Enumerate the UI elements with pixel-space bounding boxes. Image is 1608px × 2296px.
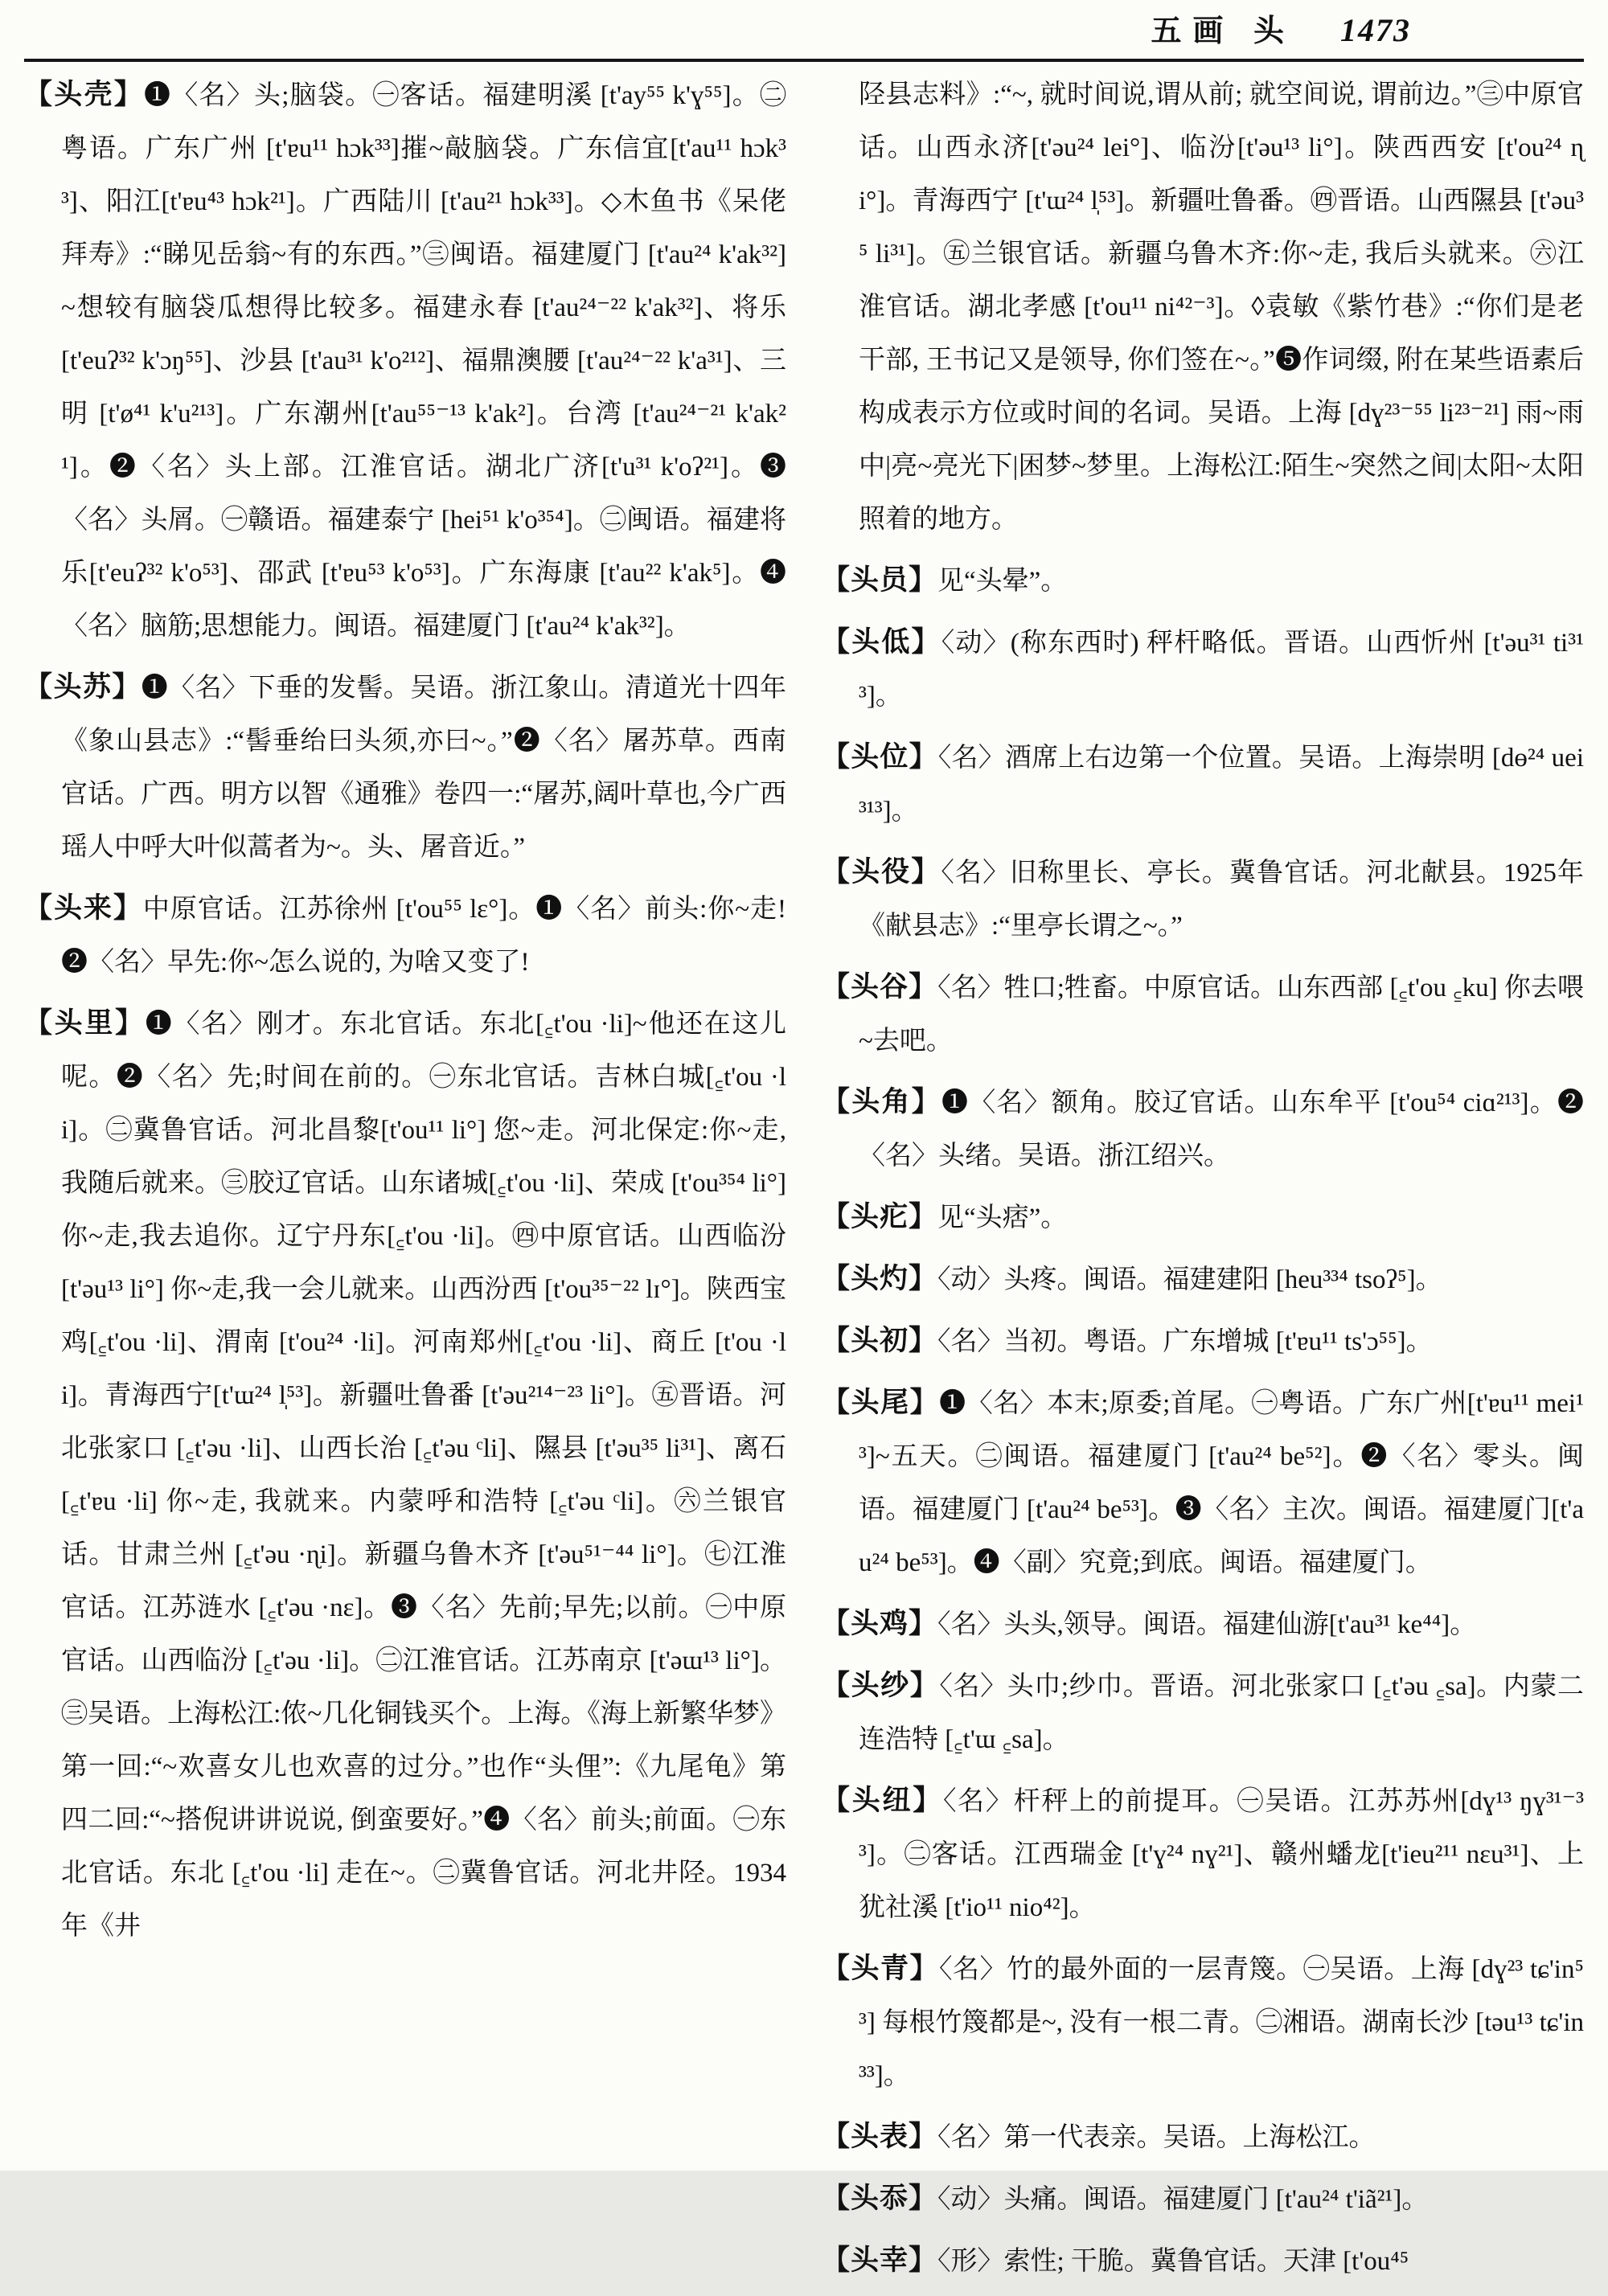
- entry-body: 〈名〉第一代表亲。吴语。上海松江。: [937, 2122, 1376, 2152]
- entry-headword: 【头角】: [822, 1085, 941, 1117]
- entry-body: 〈名〉当初。粤语。广东增城 [t'ɐu¹¹ ts'ɔ⁵⁵]。: [937, 1326, 1433, 1356]
- entry-body: ❶〈名〉本末;原委;首尾。㊀粤语。广东广州[t'ɐu¹¹ mei¹³]~五天。㊁闽语。福建厦门 [t'au²⁴ be⁵²]。❷〈名〉零头。闽语。福建厦门 [t'au²⁴ be⁵³]。❸〈名〉主次。闽语。福建厦门[t'au²⁴ be⁵³]。❹〈副〉究竟;到底。闽语。福建厦门。: [859, 1388, 1584, 1577]
- entry-body: ❶〈名〉刚才。东北官话。东北[꜁t'ou ·li]~他还在这儿呢。❷〈名〉先;时间在前的。㊀东北官话。吉林白城[꜁t'ou ·li]。㊁冀鲁官话。河北昌黎[t'ou¹¹ li°] 您~走。河北保定:你~走,我随后就来。㊂胶辽官话。山东诸城[꜁t'ou ·li]、荣成 [t'ou³⁵⁴ li°] 你~走,我去追你。辽宁丹东[꜁t'ou ·li]。㊃中原官话。山西临汾 [t'əu¹³ li°] 你~走,我一会儿就来。山西汾西 [t'ou³⁵⁻²² lɪ°]。陕西宝鸡[꜁t'ou ·li]、渭南 [t'ou²⁴ ·li]。河南郑州[꜁t'ou ·li]、商丘 [t'ou ·li]。青海西宁[t'ɯ²⁴ l̩⁵³]。新疆吐鲁番 [t'əu²¹⁴⁻²³ li°]。㊄晋语。河北张家口 [꜁t'əu ·li]、山西长治 [꜁t'əu ᶜli]、隰县 [t'əu³⁵ li³¹]、离石 [꜁t'ɐu ·li] 你~走, 我就来。内蒙呼和浩特 [꜁t'əu ᶜli]。㊅兰银官话。甘肃兰州 [꜁t'əu ·ɳi]。新疆乌鲁木齐 [t'əu⁵¹⁻⁴⁴ li°]。㊆江淮官话。江苏涟水 [꜁t'əu ·nɛ]。❸〈名〉先前;早先;以前。㊀中原官话。山西临汾 [꜁t'əu ·li]。㊁江淮官话。江苏南京 [t'əɯ¹³ li°]。㊂吴语。上海松江:侬~几化铜钱买个。上海。《海上新繁华梦》第一回:“~欢喜女儿也欢喜的过分。”也作“头俚”:《九尾龟》第四二回:“~搭倪讲讲说说, 倒蛮要好。”❹〈名〉前头;前面。㊀东北官话。东北 [꜁t'ou ·li] 走在~。㊁冀鲁官话。河北井陉。1934年《井: [61, 1009, 786, 1941]
- entry-headword: 【头初】: [822, 1324, 938, 1356]
- entry-body: ❶〈名〉头;脑袋。㊀客话。福建明溪 [t'ay⁵⁵ k'ɣ⁵⁵]。㊁粤语。广东广州 [t'ɐu¹¹ hɔk³³]摧~敲脑袋。广东信宜[t'au¹¹ hɔk³³]、阳江[t'ɐu⁴³ hɔk²¹]。广西陆川 [t'au²¹ hɔk³³]。◇木鱼书《呆佬拜寿》:“睇见岳翁~有的东西。”㊂闽语。福建厦门 [t'au²⁴ k'ak³²] ~想较有脑袋瓜想得比较多。福建永春 [t'au²⁴⁻²² k'ak³²]、将乐 [t'euʔ³² k'ɔŋ⁵⁵]、沙县 [t'au³¹ k'o²¹²]、福鼎澳腰 [t'au²⁴⁻²² k'a³¹]、三明 [t'ø⁴¹ k'u²¹³]。广东潮州[t'au⁵⁵⁻¹³ k'ak²]。台湾 [t'au²⁴⁻²¹ k'ak²¹]。❷〈名〉头上部。江淮官话。湖北广济[t'u³¹ k'oʔ²¹]。❸〈名〉头屑。㊀赣语。福建泰宁 [hei⁵¹ k'o³⁵⁴]。㊁闽语。福建将乐[t'euʔ³² k'o⁵³]、邵武 [t'ɐu⁵³ k'o⁵³]。广东海康 [t'au²² k'ak⁵]。❹〈名〉脑筋;思想能力。闽语。福建厦门 [t'au²⁴ k'ak³²]。: [61, 80, 786, 641]
- dict-entry: [822, 2110, 1584, 2164]
- entry-continuation: 陉县志料》:“~, 就时间说,谓从前; 就空间说, 谓前边。”㊂中原官话。山西永济[t'əu²⁴ lei°]、临汾[t'əu¹³ li°]。陕西西安 [t'ou²⁴ ɳi°]。青海西宁 [t'ɯ²⁴ l̩⁵³]。新疆吐鲁番。㊃晋语。山西隰县 [t'əu³⁵ li³¹]。㊄兰银官话。新疆乌鲁木齐:你~走, 我后头就来。㊅江淮官话。湖北孝感 [t'ou¹¹ ni⁴²⁻³]。◊袁敏《紫竹巷》:“你们是老干部, 王书记又是领导, 你们签在~。”❺作词缀, 附在某些语素后构成表示方位或时间的名词。吴语。上海 [dɣ²³⁻⁵⁵ li²³⁻²¹] 雨~雨中|亮~亮光下|困梦~梦里。上海松江:陌生~突然之间|太阳~太阳照着的地方。: [859, 80, 1584, 534]
- entry-headword: 【头来】: [24, 892, 143, 924]
- right-column: [822, 68, 1584, 2296]
- entry-headword: 【头纱】: [822, 1669, 940, 1701]
- dict-entry: [822, 1253, 1584, 1306]
- entry-body: 〈名〉竹的最外面的一层青篾。㊀吴语。上海 [dɣ²³ tɕ'in⁵³] 每根竹篾都是~, 没有一根二青。㊁湘语。湖南长沙 [təu¹³ tɕ'in³³]。: [859, 1954, 1584, 2090]
- entry-headword: 【头纽】: [822, 1784, 943, 1816]
- entry-body: 中原官话。江苏徐州 [t'ou⁵⁵ lɛ°]。❶〈名〉前头:你~走! ❷〈名〉早先:你~怎么说的, 为啥又变了!: [61, 894, 786, 977]
- entry-headword: 【头员】: [822, 564, 938, 596]
- dict-entry: [822, 616, 1584, 723]
- dict-entry: [822, 1774, 1584, 1934]
- dict-entry: [822, 1191, 1584, 1244]
- dict-entry: [822, 731, 1584, 838]
- header-section-title: 五画 头: [1151, 14, 1295, 48]
- entry-body: 〈名〉酒席上右边第一个位置。吴语。上海崇明 [dɵ²⁴ uei³¹³]。: [859, 743, 1584, 826]
- entry-headword: 【头尾】: [822, 1386, 940, 1418]
- dict-entry: [822, 1942, 1584, 2102]
- entry-headword: 【头低】: [822, 625, 941, 658]
- header-rule: [24, 59, 1584, 62]
- dict-entry: [24, 68, 786, 653]
- entry-body: ❶〈名〉额角。胶辽官话。山东牟平 [t'ou⁵⁴ ciɑ²¹³]。❷〈名〉头绪。吴语。浙江绍兴。: [859, 1088, 1584, 1171]
- dict-entry: [822, 846, 1584, 953]
- entry-headword: 【头谷】: [822, 970, 938, 1002]
- entry-body: ❶〈名〉下垂的发髻。吴语。浙江象山。清道光十四年《象山县志》:“髻垂绐曰头须,亦曰~。”❷〈名〉屠苏草。西南官话。广西。明方以智《通雅》卷四一:“屠苏,阔叶草也,今广西瑶人中呼大叶似蒿者为~。头、屠音近。”: [61, 673, 786, 862]
- entry-body: 〈名〉杆秤上的前提耳。㊀吴语。江苏苏州[dɣ¹³ ŋɣ³¹⁻³³]。㊁客话。江西瑞金 [t'ɣ²⁴ nɣ²¹]、赣州蟠龙[t'ieu²¹¹ nɛu³¹]、上犹社溪 [t'io¹¹ nio⁴²]。: [859, 1786, 1584, 1922]
- entry-headword: 【头表】: [822, 2120, 938, 2152]
- entry-body: 见“头晕”。: [937, 566, 1068, 596]
- entry-body: 〈名〉牲口;牲畜。中原官话。山东西部 [꜁t'ou ꜁ku] 你去喂~去吧。: [859, 973, 1584, 1056]
- entry-body: 〈动〉(称东西时) 秤杆略低。晋语。山西忻州 [t'əu³¹ ti³¹³]。: [859, 628, 1584, 711]
- entry-body: 〈名〉头巾;纱巾。晋语。河北张家口 [꜁t'əu ꜁sa]。内蒙二连浩特 [꜁t'ɯ ꜁sa]。: [859, 1671, 1584, 1754]
- entry-body: 〈名〉头头,领导。闽语。福建仙游[t'au³¹ ke⁴⁴]。: [937, 1609, 1477, 1639]
- entry-headword: 【头役】: [822, 855, 941, 888]
- dict-entry: [822, 961, 1584, 1068]
- page-number: 1473: [1340, 12, 1411, 48]
- dict-entry: [822, 2172, 1584, 2226]
- entry-headword: 【头苏】: [24, 670, 142, 703]
- entry-headword: 【头幸】: [822, 2244, 938, 2276]
- entry-headword: 【头位】: [822, 740, 938, 773]
- dict-entry: [822, 2234, 1584, 2288]
- entry-headword: 【头灼】: [822, 1262, 938, 1294]
- dict-entry: [822, 1076, 1584, 1183]
- entry-headword: 【头疕】: [822, 1200, 938, 1232]
- text-columns: [24, 68, 1584, 2296]
- left-column: [24, 68, 786, 2296]
- entry-headword: 【头里】: [24, 1007, 146, 1039]
- dict-entry: [822, 1376, 1584, 1589]
- entry-body: 〈动〉头疼。闽语。福建建阳 [heu³³⁴ tsoʔ⁵]。: [937, 1265, 1442, 1294]
- entry-headword: 【头鸡】: [822, 1607, 938, 1639]
- dict-entry: [24, 882, 786, 989]
- dict-entry: [822, 1314, 1584, 1368]
- entry-headword: 【头壳】: [24, 78, 144, 110]
- page-header: [24, 11, 1584, 51]
- dict-entry: [822, 1659, 1584, 1766]
- entry-body: 〈动〉头痛。闽语。福建厦门 [t'au²⁴ t'iã²¹]。: [937, 2184, 1429, 2214]
- dict-entry: [24, 997, 786, 1953]
- entry-headword: 【头忝】: [822, 2182, 938, 2214]
- entry-body: 〈名〉旧称里长、亭长。冀鲁官话。河北献县。1925年《献县志》:“里亭长谓之~。”: [859, 858, 1584, 941]
- entry-body: 〈形〉索性; 干脆。冀鲁官话。天津 [t'ou⁴⁵: [937, 2246, 1409, 2276]
- dict-entry: [822, 554, 1584, 608]
- entry-headword: 【头青】: [822, 1952, 940, 1984]
- entry-body: 见“头痞”。: [937, 1203, 1068, 1232]
- dict-entry: [24, 661, 786, 874]
- dict-entry: [822, 1597, 1584, 1651]
